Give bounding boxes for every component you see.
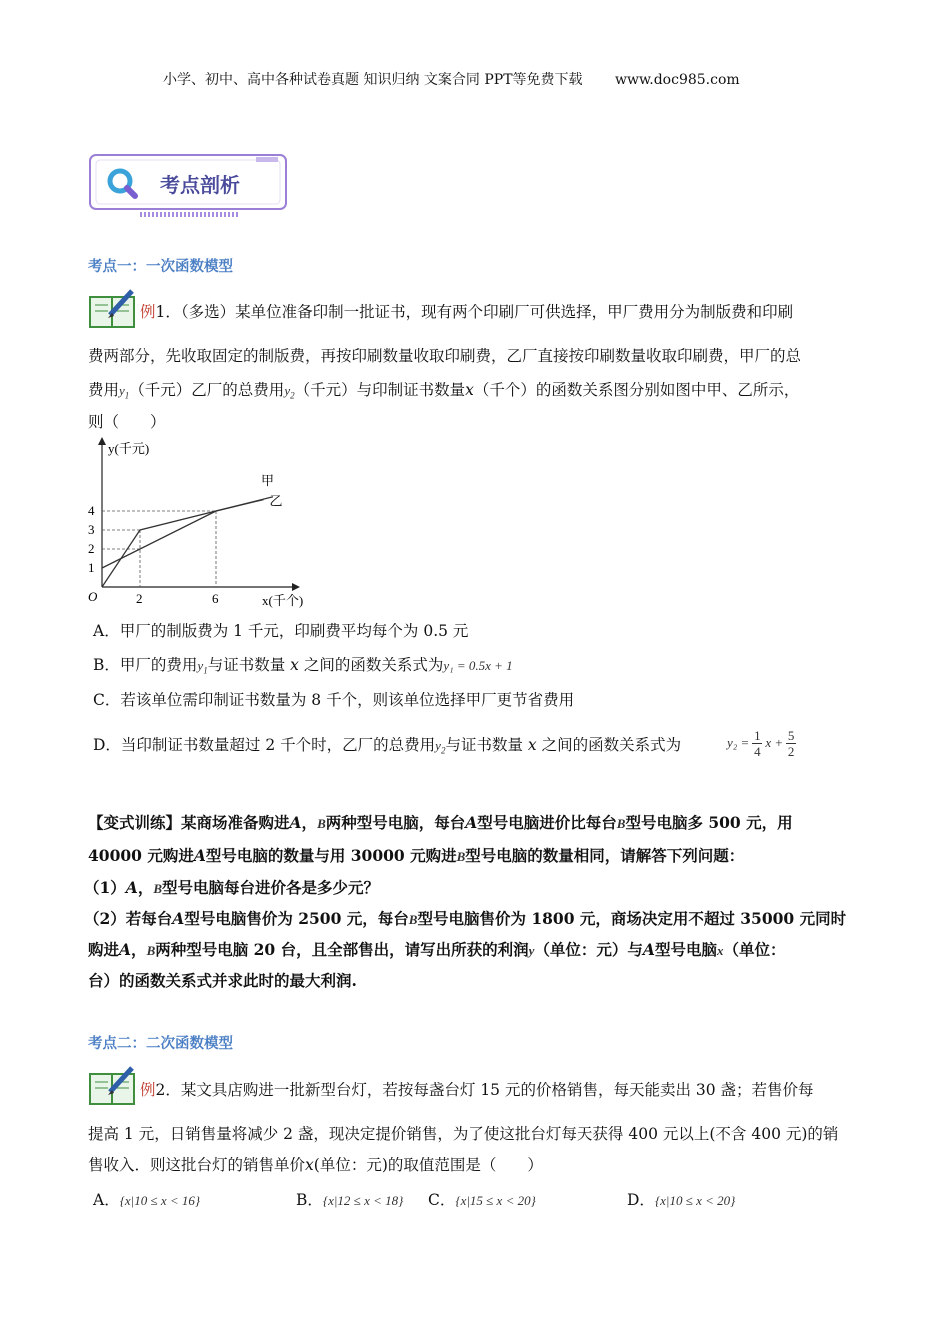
option-2-C-label: C． <box>428 1191 456 1209</box>
variant-line-1a: 【变式训练】某商场准备购进 <box>88 813 290 832</box>
example-2-line-3a: 售收入．则这批台灯的销售单价 <box>88 1156 306 1174</box>
example-1-label: 例 <box>140 303 156 321</box>
option-1-B-b: 与证书数量 <box>207 656 286 674</box>
example-2-line-1: 某文具店购进一批新型台灯，若按每盏台灯 15 元的价格销售，每天能卖出 30 盏；若售价每 <box>180 1081 814 1099</box>
function-chart <box>80 435 320 615</box>
example-2-line-2: 提高 1 元，日销售量将减少 2 盏，现决定提价销售，为了使这批台灯每天获得 400 元以上(不含 400 元)的销 <box>88 1125 839 1143</box>
option-2-A: {x|10 ≤ x < 16} <box>119 1193 201 1208</box>
option-1-D-c: 之间的函数关系式为 <box>541 736 682 754</box>
example-2-line-3b: (单位：元)的取值范围是（ ） <box>313 1156 543 1174</box>
option-2-B-label: B． <box>296 1191 323 1209</box>
option-2-C: {x|15 ≤ x < 20} <box>455 1193 536 1208</box>
y-tick-label: 1 <box>88 560 95 575</box>
example-2-label: 例 <box>140 1081 156 1099</box>
series-label: 乙 <box>269 493 283 509</box>
x-tick-label: 2 <box>136 591 143 606</box>
series-line-1 <box>102 497 273 587</box>
origin-label: O <box>88 589 98 604</box>
book-pencil-icon <box>88 287 140 331</box>
example-1-line-2: 费两部分，先收取固定的制版费，再按印刷数量收取印刷费，乙厂直接按印刷数量收取印刷费，甲厂的总 <box>88 347 802 365</box>
option-2-B: {x|12 ≤ x < 18} <box>322 1193 404 1208</box>
magnifier-icon <box>106 167 140 201</box>
var-y2: $y_2$ <box>284 383 295 401</box>
banner-title: 考点剖析 <box>160 173 240 197</box>
option-1-B-a: B．甲厂的费用 <box>93 656 198 674</box>
x-axis-label: x(千个) <box>262 593 304 608</box>
y-axis-label: y(千元) <box>108 441 150 456</box>
option-2-D: {x|10 ≤ x < 20} <box>654 1193 736 1208</box>
option-2-D-label: D． <box>627 1191 655 1209</box>
example-2-number: 2． <box>155 1081 181 1099</box>
x-axis-arrow <box>292 583 300 591</box>
section-banner <box>88 153 293 211</box>
var-y1: $y_1$ <box>197 658 208 676</box>
example-1-line-3b: （千元）乙厂的总费用 <box>129 381 285 399</box>
variant-line-3a: （1） <box>84 878 126 897</box>
variant-line-4a: （2）若每台 <box>84 909 173 928</box>
example-1-line-3a: 费用 <box>88 381 120 399</box>
option-1-D-formula: y₂ = 1 4 x + 5 2 <box>727 727 795 759</box>
y-tick-label: 4 <box>88 503 95 518</box>
series-line-2 <box>102 500 264 568</box>
book-pencil-icon <box>88 1064 140 1108</box>
variant-line-2a: 40000 元购进 <box>88 846 194 865</box>
example-1-number: 1． <box>155 303 181 321</box>
var-y1: $y_1$ <box>119 383 130 401</box>
page-header: 小学、初中、高中各种试卷真题 知识归纳 文案合同 PPT等免费下载 www.doc985.com <box>163 72 740 88</box>
variant-line-5a: 购进 <box>88 940 120 959</box>
example-1-line-4: 则（ ） <box>88 413 166 431</box>
section-title-1: 考点一：一次函数模型 <box>88 259 233 275</box>
section-title-2: 考点二：二次函数模型 <box>88 1036 233 1052</box>
var-x: x <box>465 381 474 399</box>
x-tick-label: 6 <box>212 591 219 606</box>
option-1-D-a: D．当印制证书数量超过 2 千个时，乙厂的总费用 <box>93 736 436 754</box>
y-tick-label: 2 <box>88 541 95 556</box>
series-label: 甲 <box>261 472 275 488</box>
y-axis-arrow <box>98 437 106 445</box>
option-1-C: C．若该单位需印制证书数量为 8 千个，则该单位选择甲厂更节省费用 <box>93 691 575 709</box>
option-1-A: A．甲厂的制版费为 1 千元，印刷费平均每个为 0.5 元 <box>93 622 469 640</box>
option-2-A-label: A． <box>93 1191 120 1209</box>
variant-line-6: 台）的函数关系式并求此时的最大利润. <box>88 971 357 990</box>
example-1-line-3d: （千个）的函数关系图分别如图中甲、乙所示， <box>473 381 800 399</box>
option-1-B-formula: y₁ = 0.5x + 1 <box>443 658 513 673</box>
example-1-line-3c: （千元）与印制证书数量 <box>294 381 466 399</box>
example-1-line-1: （多选）某单位准备印制一批证书，现有两个印刷厂可供选择，甲厂费用分为制版费和印刷 <box>180 303 794 321</box>
var-y2: $y_2$ <box>435 738 446 756</box>
y-tick-label: 3 <box>88 522 95 537</box>
option-1-B-c: 之间的函数关系式为 <box>303 656 444 674</box>
option-1-D-b: 与证书数量 <box>445 736 523 754</box>
